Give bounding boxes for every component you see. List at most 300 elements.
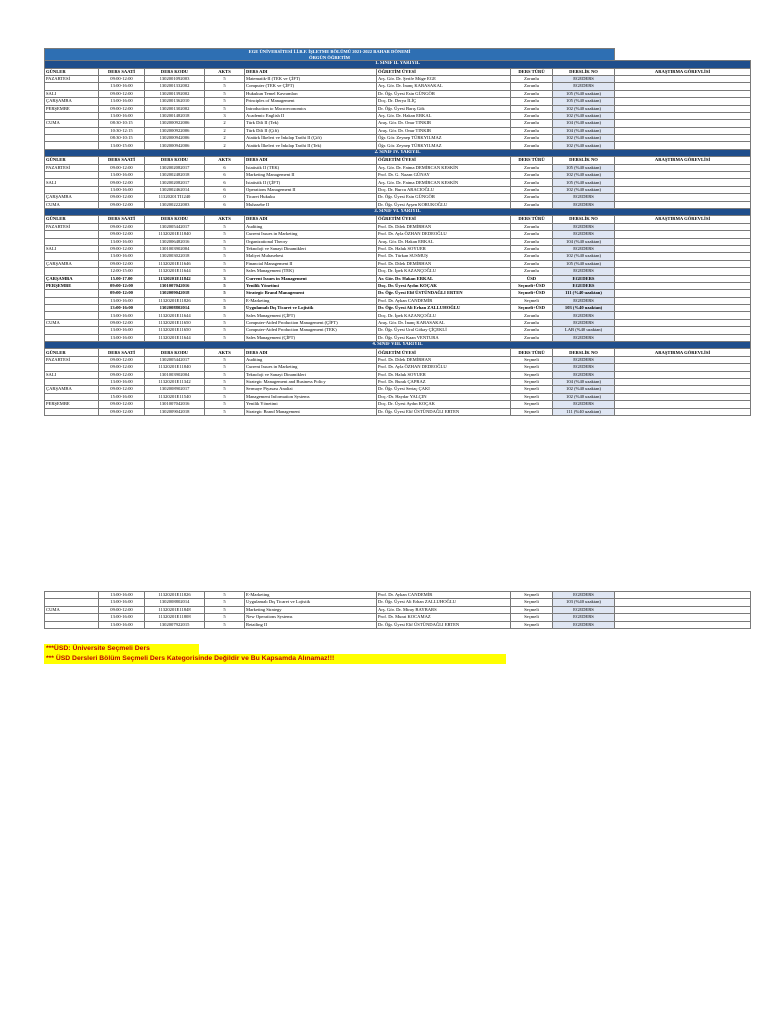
cell-course: New Operations Systems	[245, 614, 377, 621]
cell-type: Zorunlu	[511, 223, 553, 230]
column-header: DERS TÜRÜ	[511, 68, 553, 75]
cell-lecturer: Dr. Öğr. Üyesi Barış Gök	[377, 105, 511, 112]
cell-assistant	[615, 260, 751, 267]
cell-lecturer: Dr. Öğr. Üyesi Ural Gökay ÇİÇEKLİ	[377, 327, 511, 334]
cell-akts: 5	[205, 592, 245, 599]
cell-time: 09:00-12:00	[99, 386, 145, 393]
cell-room: 105 (%40 uzaktan)	[553, 90, 615, 97]
cell-lecturer: Arş. Gör. Dr. Fatma DEMİRCAN KESKİN	[377, 164, 511, 171]
cell-code: 11320201E11644	[145, 312, 205, 319]
cell-time: 09:00-12:00	[99, 282, 145, 289]
cell-day	[45, 290, 99, 297]
course-row	[45, 275, 751, 282]
column-header: DERS ADI	[245, 216, 377, 223]
course-row	[45, 172, 751, 179]
cell-akts: 5	[205, 408, 245, 415]
cell-lecturer: Prof. Dr. Dilek DEMİRHAN	[377, 356, 511, 363]
cell-time: 09:00-12:00	[99, 290, 145, 297]
cell-assistant	[615, 592, 751, 599]
cell-assistant	[615, 105, 751, 112]
cell-lecturer: Prof. Dr. Dilek DEMİRHAN	[377, 223, 511, 230]
cell-course: Türk Dili II (Çift)	[245, 127, 377, 134]
cell-type: Zorunlu	[511, 105, 553, 112]
cell-course: Uygulamalı Dış Ticaret ve Lojistik	[245, 599, 377, 606]
cell-day	[45, 253, 99, 260]
cell-course: Türk Dili II (Tek)	[245, 120, 377, 127]
cell-type: Zorunlu	[511, 90, 553, 97]
cell-type: Zorunlu	[511, 127, 553, 134]
cell-akts: 5	[205, 83, 245, 90]
cell-lecturer: Dr. Öğr. Üyesi Sertaç ÇAKI	[377, 386, 511, 393]
cell-day: ÇARŞAMBA	[45, 260, 99, 267]
cell-room: 102 (%40 uzaktan)	[553, 186, 615, 193]
cell-code: 11320201E11650	[145, 327, 205, 334]
cell-room: 103 (%40 uzaktan)	[553, 305, 615, 312]
course-row	[45, 245, 751, 252]
cell-lecturer: Araş. Gör. Dr. Onur TINKIR	[377, 127, 511, 134]
cell-time: 13:00-16:00	[99, 378, 145, 385]
course-row	[45, 297, 751, 304]
column-header: DERSLİK NO	[553, 157, 615, 164]
cell-akts: 3	[205, 275, 245, 282]
course-row	[45, 105, 751, 112]
cell-day	[45, 599, 99, 606]
cell-akts: 5	[205, 599, 245, 606]
course-row	[45, 90, 751, 97]
lower-table	[44, 591, 751, 629]
cell-code: 11320201E11342	[145, 378, 205, 385]
cell-assistant	[615, 371, 751, 378]
cell-room: EGEDERS	[553, 194, 615, 201]
cell-room: EGEDERS	[553, 223, 615, 230]
cell-time: 09:00-12:00	[99, 201, 145, 208]
course-row	[45, 179, 751, 186]
cell-code: 1302003022018	[145, 253, 205, 260]
cell-time: 13:00-15:00	[99, 142, 145, 149]
cell-assistant	[615, 90, 751, 97]
cell-lecturer: Araş. Gör. Dr. Hakan ERKAL	[377, 238, 511, 245]
cell-room: EGEDERS	[553, 275, 615, 282]
cell-akts: 5	[205, 268, 245, 275]
cell-room: EGEDERS	[553, 201, 615, 208]
cell-type: Zorunlu	[511, 172, 553, 179]
cell-akts: 5	[205, 105, 245, 112]
cell-day: ÇARŞAMBA	[45, 194, 99, 201]
cell-day	[45, 268, 99, 275]
cell-lecturer: Dr. Öğr. Üyesi Elif ÜSTÜNDAĞLI ERTEN	[377, 621, 511, 628]
cell-day: PERŞEMBE	[45, 282, 99, 289]
note-usd-definition: ***ÜSD: Üniversite Seçmeli Ders	[44, 644, 199, 654]
cell-type: ÜSD	[511, 275, 553, 282]
cell-room: 102 (%40 uzaktan)	[553, 253, 615, 260]
cell-room: 102 (%40 uzaktan)	[553, 135, 615, 142]
cell-lecturer: Prof. Dr. G. Nazan GÜNAY	[377, 172, 511, 179]
cell-akts: 2	[205, 135, 245, 142]
cell-type: Seçmeli	[511, 364, 553, 371]
cell-assistant	[615, 614, 751, 621]
cell-room: 102 (%40 uzaktan)	[553, 105, 615, 112]
section-title-row	[45, 342, 751, 349]
column-header: DERS KODU	[145, 157, 205, 164]
cell-lecturer: Doç. Dr. Üyesi Aydın KOÇAK	[377, 401, 511, 408]
cell-lecturer: Dr. Öğr. Üyesi Ali Erhan ZALLUHOĞLU	[377, 599, 511, 606]
cell-day: CUMA	[45, 606, 99, 613]
cell-course: Auditing	[245, 223, 377, 230]
cell-room: 104 (%40 uzaktan)	[553, 238, 615, 245]
cell-assistant	[615, 172, 751, 179]
column-header: AKTS	[205, 68, 245, 75]
cell-time: 09:00-12:00	[99, 75, 145, 82]
cell-code: 11320201E11848	[145, 606, 205, 613]
cell-akts: 5	[205, 312, 245, 319]
column-header: AKTS	[205, 349, 245, 356]
cell-code: 1302008802014	[145, 599, 205, 606]
column-header: DERS KODU	[145, 68, 205, 75]
cell-lecturer: Doç.-Dr. Haydar YALÇIN	[377, 393, 511, 400]
cell-day: PERŞEMBE	[45, 105, 99, 112]
cell-course: Strategic Management and Business Policy	[245, 378, 377, 385]
course-row	[45, 393, 751, 400]
cell-code: 1302008902017	[145, 386, 205, 393]
cell-assistant	[615, 606, 751, 613]
cell-akts: 5	[205, 260, 245, 267]
cell-assistant	[615, 253, 751, 260]
cell-assistant	[615, 378, 751, 385]
column-header: DERSLİK NO	[553, 216, 615, 223]
course-row	[45, 231, 751, 238]
course-row	[45, 83, 751, 90]
cell-day: CUMA	[45, 319, 99, 326]
cell-code: 1301007042016	[145, 401, 205, 408]
cell-assistant	[615, 297, 751, 304]
cell-course: Uygulamalı Dış Ticaret ve Lojistik	[245, 305, 377, 312]
title-spacer	[615, 49, 751, 61]
cell-akts: 5	[205, 98, 245, 105]
cell-day	[45, 327, 99, 334]
cell-day: SALI	[45, 90, 99, 97]
section-title-row	[45, 149, 751, 156]
cell-akts: 5	[205, 386, 245, 393]
cell-room: EGEDERS	[553, 334, 615, 341]
cell-course: Sales Management (ÇİFT)	[245, 312, 377, 319]
cell-lecturer: Araş. Gör. Dr. Onur TINKIR	[377, 120, 511, 127]
cell-room: EGEDERS	[553, 592, 615, 599]
cell-akts: 5	[205, 401, 245, 408]
cell-lecturer: Arş. Gör. Dr. Miray BAYBARS	[377, 606, 511, 613]
cell-day	[45, 614, 99, 621]
column-header-row	[45, 157, 751, 164]
column-header: DERS TÜRÜ	[511, 157, 553, 164]
column-header: DERSLİK NO	[553, 349, 615, 356]
schedule-body	[45, 49, 751, 416]
cell-room: EGEDERS	[553, 621, 615, 628]
page-title	[45, 49, 615, 61]
cell-course: Principles of Management	[245, 98, 377, 105]
cell-lecturer: Arş. Gör. Dr. İnanç KABASAKAL	[377, 83, 511, 90]
cell-code: 11320201E11808	[145, 614, 205, 621]
cell-assistant	[615, 268, 751, 275]
cell-lecturer: Ar. Gör. Dr. Hakan ERKAL	[377, 275, 511, 282]
cell-time: 09:00-12:00	[99, 260, 145, 267]
course-row	[45, 319, 751, 326]
cell-course: Maliyet Muhasebesi	[245, 253, 377, 260]
course-row	[45, 75, 751, 82]
cell-lecturer: Doç. Dr. Üyesi Aydın KOÇAK	[377, 282, 511, 289]
cell-code: 1302000942006	[145, 135, 205, 142]
cell-course: Computer (TEK ve ÇİFT)	[245, 83, 377, 90]
cell-room: 104 (%40 uzaktan)	[553, 120, 615, 127]
column-header: ÖĞRETİM ÜYESİ	[377, 157, 511, 164]
cell-assistant	[615, 223, 751, 230]
cell-day: SALI	[45, 179, 99, 186]
cell-day	[45, 592, 99, 599]
cell-lecturer: Dr. Öğr. Üyesi Ali Erhan ZALLUHOĞLU	[377, 305, 511, 312]
cell-type: Zorunlu	[511, 231, 553, 238]
course-row	[45, 142, 751, 149]
cell-time: 13:00-16:00	[99, 614, 145, 621]
cell-akts: 5	[205, 319, 245, 326]
course-row	[45, 356, 751, 363]
course-row	[45, 606, 751, 613]
cell-akts: 5	[205, 614, 245, 621]
cell-type: Zorunlu	[511, 186, 553, 193]
cell-time: 15.00-17.00	[99, 275, 145, 282]
cell-room: 105 (%40 uzaktan)	[553, 179, 615, 186]
cell-type: Seçmeli	[511, 297, 553, 304]
cell-akts: 0	[205, 194, 245, 201]
cell-type: Zorunlu	[511, 334, 553, 341]
cell-type: Zorunlu	[511, 194, 553, 201]
cell-day	[45, 312, 99, 319]
cell-lecturer: Dr. Öğr. Üyesi Ayşen KORUKOĞLU	[377, 201, 511, 208]
column-header: DERS ADI	[245, 349, 377, 356]
cell-room: 104 (%40 uzaktan)	[553, 378, 615, 385]
cell-type: Seçmeli+ÜSD	[511, 282, 553, 289]
cell-type: Zorunlu	[511, 327, 553, 334]
cell-room: EGEDERS	[553, 75, 615, 82]
cell-lecturer: Prof. Dr. Aykan CANDEMİR	[377, 592, 511, 599]
cell-type: Zorunlu	[511, 75, 553, 82]
course-row	[45, 621, 751, 628]
cell-assistant	[615, 334, 751, 341]
cell-type: Seçmeli	[511, 356, 553, 363]
column-header: AKTS	[205, 216, 245, 223]
cell-room: EGEDERS	[553, 371, 615, 378]
cell-course: Sermaye Piyasası Analizi	[245, 386, 377, 393]
cell-lecturer: Dr. Öğr. Üyesi Esin GÜNGÖR	[377, 194, 511, 201]
cell-room: EGEDERS	[553, 356, 615, 363]
cell-code: 11320201E11842	[145, 275, 205, 282]
cell-room: 103 (%40 uzaktan)	[553, 599, 615, 606]
cell-time: 13:00-16:00	[99, 83, 145, 90]
cell-type: Seçmeli	[511, 386, 553, 393]
cell-course: Atatürk İlkeleri ve İnkılap Tarihi II (Tek)	[245, 142, 377, 149]
lower-body	[45, 592, 751, 629]
cell-akts: 5	[205, 327, 245, 334]
cell-course: Istatistik II (TEK)	[245, 164, 377, 171]
cell-assistant	[615, 98, 751, 105]
cell-assistant	[615, 164, 751, 171]
cell-lecturer: Arş. Gör. Dr. Fatma DEMİRCAN KESKİN	[377, 179, 511, 186]
cell-assistant	[615, 599, 751, 606]
cell-type: Seçmeli+ÜSD	[511, 305, 553, 312]
cell-assistant	[615, 327, 751, 334]
cell-lecturer: Dr. Öğr. Üyesi Kaan VENTURA	[377, 334, 511, 341]
cell-time: 09:00-12:00	[99, 319, 145, 326]
cell-code: 1301003902004	[145, 245, 205, 252]
cell-course: Organizational Theory	[245, 238, 377, 245]
cell-time: 09:00-12:00	[99, 401, 145, 408]
cell-assistant	[615, 408, 751, 415]
cell-lecturer: Prof. Dr. Türkan SUSMUŞ	[377, 253, 511, 260]
cell-time: 13:00-16:00	[99, 253, 145, 260]
section-title: 2. SINIF IV. YARIYIL	[45, 149, 751, 156]
cell-type: Zorunlu	[511, 98, 553, 105]
course-row	[45, 614, 751, 621]
cell-code: 1302000922006	[145, 127, 205, 134]
cell-time: 13:00-16:00	[99, 297, 145, 304]
cell-time: 09:00-12:00	[99, 364, 145, 371]
column-header: DERS KODU	[145, 216, 205, 223]
cell-type: Zorunlu	[511, 268, 553, 275]
cell-code: 1302009042018	[145, 408, 205, 415]
cell-type: Seçmeli	[511, 408, 553, 415]
column-header: ARAŞTIRMA GÖREVLİSİ	[615, 349, 751, 356]
cell-lecturer: Doç. Dr. İpek KAZANÇOĞLU	[377, 268, 511, 275]
cell-code: 1302000922006	[145, 120, 205, 127]
cell-lecturer: Öğr. Gör. Zeynep TÜRKYILMAZ	[377, 135, 511, 142]
cell-type: Zorunlu	[511, 112, 553, 119]
cell-time: 09:00-12:00	[99, 194, 145, 201]
cell-lecturer: Öğr. Gör. Zeynep TÜRKYILMAZ	[377, 142, 511, 149]
course-row	[45, 290, 751, 297]
course-row	[45, 592, 751, 599]
cell-time: 13:00-16:00	[99, 98, 145, 105]
title-row	[45, 49, 751, 61]
cell-time: 09:00-12:00	[99, 179, 145, 186]
cell-assistant	[615, 319, 751, 326]
cell-type: Zorunlu	[511, 83, 553, 90]
cell-day	[45, 334, 99, 341]
cell-code: 1302009042018	[145, 290, 205, 297]
cell-type: Zorunlu	[511, 135, 553, 142]
cell-code: 1302001482018	[145, 112, 205, 119]
schedule-sheet	[44, 48, 750, 416]
cell-room: 102 (%40 uzaktan)	[553, 393, 615, 400]
cell-time: 09:00-12:00	[99, 105, 145, 112]
course-row	[45, 120, 751, 127]
cell-assistant	[615, 312, 751, 319]
cell-type: Zorunlu	[511, 238, 553, 245]
cell-assistant	[615, 201, 751, 208]
cell-day	[45, 305, 99, 312]
cell-code: 1302001362010	[145, 98, 205, 105]
cell-lecturer: Prof. Dr. Murat KOCAMAZ	[377, 614, 511, 621]
cell-code: 1302006482016	[145, 238, 205, 245]
cell-code: 1302002222003	[145, 201, 205, 208]
cell-course: Financial Management II	[245, 260, 377, 267]
cell-akts: 6	[205, 201, 245, 208]
cell-akts: 6	[205, 172, 245, 179]
section-title: 3. SINIF VI. YARIYIL	[45, 209, 751, 216]
page-title-line2: ÖRGÜN ÖĞRETİM	[309, 54, 350, 60]
column-header: ÖĞRETİM ÜYESİ	[377, 216, 511, 223]
cell-code: 11320201E11646	[145, 260, 205, 267]
cell-code: 11320201E11826	[145, 297, 205, 304]
cell-course: Computer-Aided Production Management (TEK)	[245, 327, 377, 334]
column-header: DERS SAATİ	[99, 157, 145, 164]
cell-room: EGEDERS	[553, 245, 615, 252]
cell-assistant	[615, 282, 751, 289]
cell-code: 11320201E11540	[145, 393, 205, 400]
cell-assistant	[615, 83, 751, 90]
course-row	[45, 305, 751, 312]
cell-lecturer: Prof. Dr. Ayla ÖZHAN DEDEOĞLU	[377, 231, 511, 238]
course-row	[45, 364, 751, 371]
schedule-table	[44, 48, 751, 416]
cell-assistant	[615, 231, 751, 238]
cell-course: Strategic Brand Management	[245, 408, 377, 415]
cell-code: 11320201E11650	[145, 319, 205, 326]
cell-assistant	[615, 305, 751, 312]
cell-day	[45, 621, 99, 628]
cell-akts: 5	[205, 356, 245, 363]
cell-day	[45, 135, 99, 142]
cell-akts: 5	[205, 621, 245, 628]
cell-day	[45, 186, 99, 193]
cell-day	[45, 364, 99, 371]
cell-akts: 5	[205, 90, 245, 97]
cell-room: EGEDERS	[553, 614, 615, 621]
cell-room: EGEDERS	[553, 231, 615, 238]
cell-time: 13:00-16:00	[99, 334, 145, 341]
cell-code: 1302001302002	[145, 105, 205, 112]
cell-lecturer: Doç. Dr. Derya İLİÇ	[377, 98, 511, 105]
cell-room: 102 (%40 uzaktan)	[553, 142, 615, 149]
cell-day: PAZARTESİ	[45, 356, 99, 363]
cell-time: 13:00-16:00	[99, 327, 145, 334]
cell-lecturer: Araş. Gör. Dr. İnanç KABASAKAL	[377, 319, 511, 326]
cell-time: 13:00-16:00	[99, 599, 145, 606]
cell-course: Ticaret Hukuku	[245, 194, 377, 201]
cell-course: Istatistik II (ÇİFT)	[245, 179, 377, 186]
cell-type: Zorunlu	[511, 179, 553, 186]
cell-time: 09:00-12:00	[99, 371, 145, 378]
cell-akts: 5	[205, 231, 245, 238]
cell-time: 13:00-16:00	[99, 592, 145, 599]
column-header: ÖĞRETİM ÜYESİ	[377, 68, 511, 75]
cell-room: 102 (%40 uzaktan)	[553, 386, 615, 393]
cell-lecturer: Prof. Dr. Haluk SOYUER	[377, 245, 511, 252]
cell-akts: 5	[205, 245, 245, 252]
cell-room: EGEDERS	[553, 606, 615, 613]
cell-time: 13:00-16:00	[99, 186, 145, 193]
column-header: GÜNLER	[45, 157, 99, 164]
cell-lecturer: Arş. Gör. Dr. Şerife Müge EGE	[377, 75, 511, 82]
cell-akts: 5	[205, 364, 245, 371]
cell-lecturer: Prof. Dr. Dilek DEMİRHAN	[377, 260, 511, 267]
cell-akts: 5	[205, 75, 245, 82]
cell-time: 13:00-16:00	[99, 621, 145, 628]
cell-akts: 5	[205, 305, 245, 312]
cell-code: 11320201TI1240	[145, 194, 205, 201]
cell-time: 08:30-10:15	[99, 120, 145, 127]
cell-room: EGEDERS	[553, 282, 615, 289]
column-header: GÜNLER	[45, 216, 99, 223]
column-header: AKTS	[205, 157, 245, 164]
cell-time: 09:00-12:00	[99, 245, 145, 252]
cell-course: Marketing Strategy	[245, 606, 377, 613]
